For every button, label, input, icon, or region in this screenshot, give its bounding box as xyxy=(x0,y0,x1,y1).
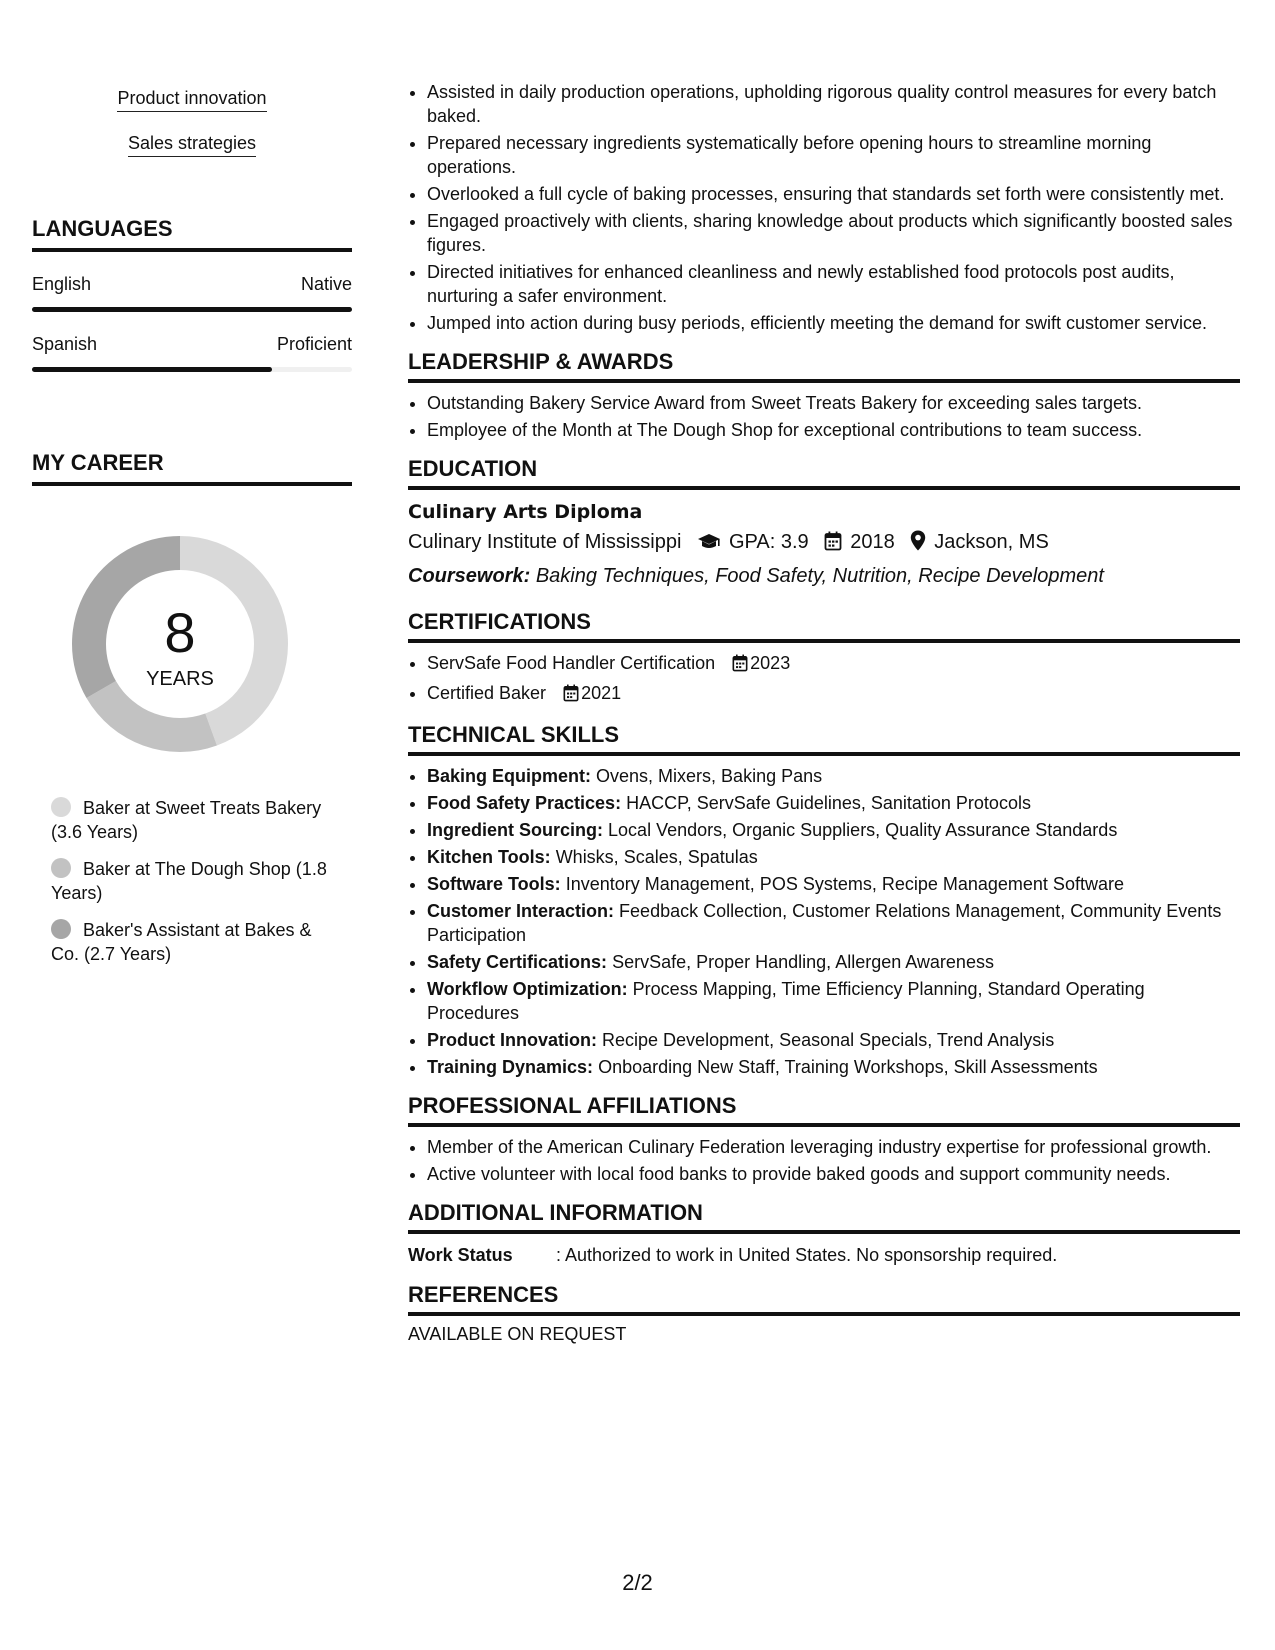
coursework-value: Baking Techniques, Food Safety, Nutrition, Recipe Development xyxy=(535,565,1104,587)
language-bar xyxy=(32,307,352,312)
list-item: • Prepared necessary ingredients systematically before opening hours to streamline morning operations. xyxy=(427,131,1240,179)
list-item xyxy=(427,1028,1240,1052)
legend-label: Baker's Assistant at Bakes & Co. (2.7 Years) xyxy=(51,920,312,964)
career-total: 8 xyxy=(164,601,196,664)
skill-value: ServSafe, Proper Handling, Allergen Awareness xyxy=(612,952,994,972)
work-status-row xyxy=(408,1242,1240,1268)
calendar-icon xyxy=(824,529,842,561)
skill-value: HACCP, ServSafe Guidelines, Sanitation Protocols xyxy=(626,793,1031,813)
affiliations-list xyxy=(408,1135,1240,1186)
legend-dot xyxy=(51,919,71,939)
list-item xyxy=(427,651,1240,678)
career-donut-chart xyxy=(64,528,296,760)
coursework-label: Coursework: xyxy=(408,565,531,587)
legend-dot xyxy=(51,858,71,878)
leadership-list xyxy=(408,391,1240,442)
list-item xyxy=(427,899,1240,947)
skill-label: Product Innovation: xyxy=(427,1030,597,1050)
references-heading: REFERENCES xyxy=(408,1282,1240,1316)
skill-value: Recipe Development, Seasonal Specials, Trend Analysis xyxy=(602,1030,1055,1050)
certification-year: 2021 xyxy=(581,683,622,703)
list-item: • Assisted in daily production operations, upholding rigorous quality control measures for every batch baked. xyxy=(427,80,1240,128)
career-legend-item xyxy=(51,796,341,844)
education-degree: Culinary Arts Diploma xyxy=(408,501,643,523)
additional-info-heading: ADDITIONAL INFORMATION xyxy=(408,1200,1240,1234)
work-status-value: : Authorized to work in United States. No sponsorship required. xyxy=(556,1245,1058,1265)
skill-label: Safety Certifications: xyxy=(427,952,608,972)
list-item: • Engaged proactively with clients, sharing knowledge about products which significantly boosted sales figures. xyxy=(427,209,1240,257)
language-name: Spanish xyxy=(32,334,98,354)
skill-label: Baking Equipment: xyxy=(427,766,592,786)
language-bar-fill xyxy=(32,307,352,312)
experience-bullets xyxy=(408,80,1240,335)
certification-year: 2023 xyxy=(750,653,791,673)
education-year: 2018 xyxy=(850,531,895,553)
skill-label: Kitchen Tools: xyxy=(427,847,551,867)
skill-value: Local Vendors, Organic Suppliers, Quality Assurance Standards xyxy=(608,820,1118,840)
map-pin-icon xyxy=(910,529,926,561)
skill-label: Workflow Optimization: xyxy=(427,979,628,999)
work-status-label: Work Status xyxy=(408,1245,513,1265)
skill-label: Software Tools: xyxy=(427,874,561,894)
list-item xyxy=(427,818,1240,842)
affiliations-heading: PROFESSIONAL AFFILIATIONS xyxy=(408,1093,1240,1127)
skill-tag xyxy=(32,82,352,127)
legend-label: Baker at The Dough Shop (1.8 Years) xyxy=(51,859,327,903)
list-item xyxy=(427,1055,1240,1079)
list-item xyxy=(427,764,1240,788)
language-english xyxy=(32,274,352,312)
education-gpa: GPA: 3.9 xyxy=(729,531,809,553)
list-item: • Member of the American Culinary Federation leveraging industry expertise for professional growth. xyxy=(427,1135,1240,1159)
language-level: Native xyxy=(300,274,352,294)
education-school: Culinary Institute of Mississippi xyxy=(408,531,682,553)
certification-name: Certified Baker xyxy=(427,683,547,703)
skill-tag-label: Sales strategies xyxy=(128,133,256,157)
technical-skills-list xyxy=(408,764,1240,1079)
list-item xyxy=(427,977,1240,1025)
skill-label: Customer Interaction: xyxy=(427,901,615,921)
skill-label: Training Dynamics: xyxy=(427,1057,594,1077)
career-legend-item xyxy=(51,857,341,905)
career-legend-item xyxy=(51,918,341,966)
education-heading: EDUCATION xyxy=(408,456,1240,490)
list-item xyxy=(427,872,1240,896)
career-heading: MY CAREER xyxy=(32,450,352,486)
skill-tag-label: Product innovation xyxy=(117,88,266,112)
calendar-icon xyxy=(732,654,748,678)
list-item: • Jumped into action during busy periods, efficiently meeting the demand for swift customer service. xyxy=(427,311,1240,335)
list-item xyxy=(427,845,1240,869)
calendar-icon xyxy=(563,684,579,708)
list-item xyxy=(427,950,1240,974)
main-content xyxy=(408,80,1240,1345)
language-level: Proficient xyxy=(276,334,352,354)
education-entry xyxy=(408,498,1240,591)
education-location: Jackson, MS xyxy=(934,531,1049,553)
graduation-cap-icon xyxy=(697,529,721,561)
languages-heading: LANGUAGES xyxy=(32,216,352,252)
sidebar xyxy=(32,82,352,979)
language-spanish xyxy=(32,334,352,372)
skill-value: Onboarding New Staff, Training Workshops, Skill Assessments xyxy=(598,1057,1098,1077)
language-bar-fill xyxy=(32,367,272,372)
leadership-heading: LEADERSHIP & AWARDS xyxy=(408,349,1240,383)
list-item: • Employee of the Month at The Dough Shop for exceptional contributions to team success. xyxy=(427,418,1240,442)
skill-value: Process Mapping, Time Efficiency Planning, Standard Operating Procedures xyxy=(427,979,1145,1023)
legend-label: Baker at Sweet Treats Bakery (3.6 Years) xyxy=(51,798,322,842)
list-item: • Directed initiatives for enhanced cleanliness and newly established food protocols post audits, nurturing a safer environment. xyxy=(427,260,1240,308)
language-bar xyxy=(32,367,352,372)
certifications-list xyxy=(408,651,1240,708)
list-item xyxy=(427,791,1240,815)
list-item: • Overlooked a full cycle of baking processes, ensuring that standards set forth were consistently met. xyxy=(427,182,1240,206)
skill-value: Ovens, Mixers, Baking Pans xyxy=(596,766,823,786)
education-coursework xyxy=(408,561,1240,591)
list-item xyxy=(427,681,1240,708)
career-legend xyxy=(51,796,341,966)
list-item: • Outstanding Bakery Service Award from Sweet Treats Bakery for exceeding sales targets. xyxy=(427,391,1240,415)
certification-name: ServSafe Food Handler Certification xyxy=(427,653,716,673)
language-name: English xyxy=(32,274,92,294)
skill-value: Inventory Management, POS Systems, Recipe Management Software xyxy=(565,874,1124,894)
references-text: AVAILABLE ON REQUEST xyxy=(408,1324,627,1344)
skill-value: Whisks, Scales, Spatulas xyxy=(555,847,758,867)
skill-value: Feedback Collection, Customer Relations Management, Community Events Participation xyxy=(427,901,1222,945)
education-details xyxy=(408,526,1240,561)
skill-label: Food Safety Practices: xyxy=(427,793,622,813)
certifications-heading: CERTIFICATIONS xyxy=(408,609,1240,643)
career-unit: YEARS xyxy=(146,668,214,690)
technical-skills-heading: TECHNICAL SKILLS xyxy=(408,722,1240,756)
list-item: • Active volunteer with local food banks to provide baked goods and support community needs. xyxy=(427,1162,1240,1186)
skill-tag xyxy=(32,127,352,172)
page-number: 2/2 xyxy=(622,1570,653,1595)
career-donut-segment xyxy=(86,681,216,752)
legend-dot xyxy=(51,797,71,817)
skill-label: Ingredient Sourcing: xyxy=(427,820,604,840)
